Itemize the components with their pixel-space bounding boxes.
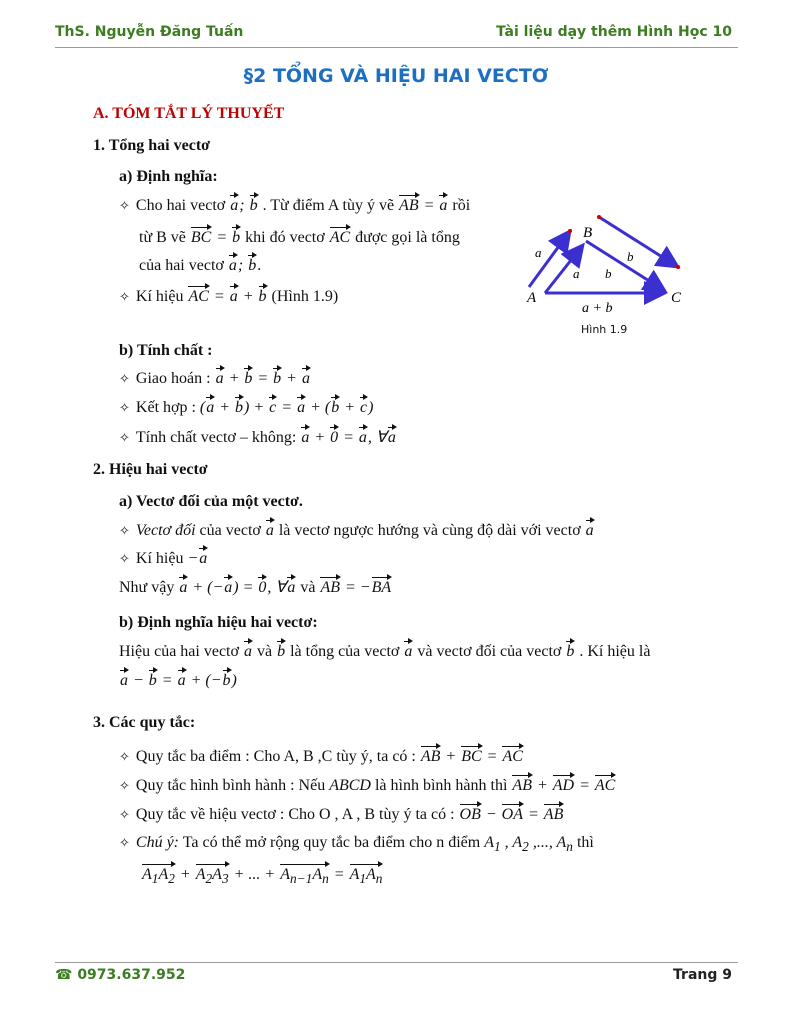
s2-consequence: Như vậy a + (−a) = 0, ∀a và AB = −BA <box>119 579 392 596</box>
prop-commutative: ✧ Giao hoán : a + b = b + a <box>119 370 310 387</box>
label-a-plus-b: a + b <box>582 301 613 316</box>
header-doc-title: Tài liệu dạy thêm Hình Học 10 <box>496 24 732 40</box>
diamond-bullet-icon: ✧ <box>119 372 130 387</box>
s2-diff-heading: b) Định nghĩa hiệu hai vectơ: <box>119 614 318 631</box>
s2-opp-notation: ✧ Kí hiệu −a <box>119 550 208 567</box>
s1-heading: 1. Tổng hai vectơ <box>93 137 211 154</box>
section-a-heading: A. TÓM TẮT LÝ THUYẾT <box>93 105 285 122</box>
header-rule <box>55 47 738 48</box>
s2-heading: 2. Hiệu hai vectơ <box>93 461 208 478</box>
s1-def-line3: của hai vectơ a; b. <box>139 257 262 274</box>
diamond-bullet-icon: ✧ <box>119 836 130 851</box>
point-b-label: B <box>583 225 593 241</box>
rule-three-points: ✧ Quy tắc ba điểm : Cho A, B ,C tùy ý, ta có : AB + BC = AC <box>119 748 523 765</box>
point-a-label: A <box>527 290 537 306</box>
label-a-inner: a <box>573 266 580 281</box>
s1-def-notation: ✧ Kí hiệu AC = a + b (Hình 1.9) <box>119 288 339 305</box>
diamond-bullet-icon: ✧ <box>119 552 130 567</box>
rule-note-formula: $A_1A_2 + A_2A_3$ + ... + $A_{n-1}A_n = A_1A_n$ <box>141 865 383 889</box>
diamond-bullet-icon: ✧ <box>119 808 130 823</box>
s2-opp-def: ✧ Vectơ đối của vectơ a là vectơ ngược hướng và cùng độ dài với vectơ a <box>119 522 594 539</box>
point-c-label: C <box>671 290 682 306</box>
s1-prop-heading: b) Tính chất : <box>119 342 213 359</box>
figure-caption: Hình 1.9 <box>581 323 628 336</box>
diamond-bullet-icon: ✧ <box>119 401 130 416</box>
diamond-bullet-icon: ✧ <box>119 524 130 539</box>
label-b-inner: b <box>605 266 612 281</box>
footer-rule <box>55 962 738 963</box>
s1-def-heading: a) Định nghĩa: <box>119 168 218 185</box>
s1-def-line2: từ B vẽ BC = b khi đó vectơ AC được gọi là tổng <box>139 229 460 246</box>
s3-heading: 3. Các quy tắc: <box>93 714 196 731</box>
prop-associative: ✧ Kết hợp : (a + b) + c = a + (b + c) <box>119 399 374 416</box>
rule-difference: ✧ Quy tắc về hiệu vectơ : Cho O , A , B tùy ý ta có : OB − OA = AB <box>119 806 564 823</box>
footer-page-number: Trang 9 <box>673 967 732 983</box>
s2-diff-formula: a − b = a + (−b) <box>120 672 237 689</box>
s2-opp-heading: a) Vectơ đối của một vectơ. <box>119 493 303 510</box>
label-a-free: a <box>535 245 542 260</box>
diamond-bullet-icon: ✧ <box>119 750 130 765</box>
rule-note: ✧ Chú ý: Ta có thể mở rộng quy tắc ba điểm cho n điểm $A_1$ , $A_2$ ,..., $A_n$ thì <box>119 834 594 855</box>
s2-diff-def: Hiệu của hai vectơ a và b là tổng của vectơ a và vectơ đối của vectơ b . Kí hiệu là <box>119 643 651 660</box>
diamond-bullet-icon: ✧ <box>119 779 130 794</box>
vector-b-free <box>599 217 678 267</box>
vector-bc <box>586 241 665 291</box>
page-title: §2 TỔNG VÀ HIỆU HAI VECTƠ <box>243 65 549 87</box>
s1-def-line1: ✧ Cho hai vectơ a; b . Từ điểm A tùy ý vẽ AB = a rồi <box>119 197 471 214</box>
rule-parallelogram: ✧ Quy tắc hình bình hành : Nếu ABCD là hình bình hành thì AB + AD = AC <box>119 777 616 794</box>
header-author: ThS. Nguyễn Đăng Tuấn <box>55 24 244 40</box>
label-b-free: b <box>627 249 634 264</box>
diamond-bullet-icon: ✧ <box>119 199 130 214</box>
prop-zero-vector: ✧ Tính chất vectơ – không: a + 0 = a, ∀a <box>119 429 396 446</box>
diamond-bullet-icon: ✧ <box>119 431 130 446</box>
diamond-bullet-icon: ✧ <box>119 290 130 305</box>
footer-phone: ☎ 0973.637.952 <box>55 967 186 983</box>
